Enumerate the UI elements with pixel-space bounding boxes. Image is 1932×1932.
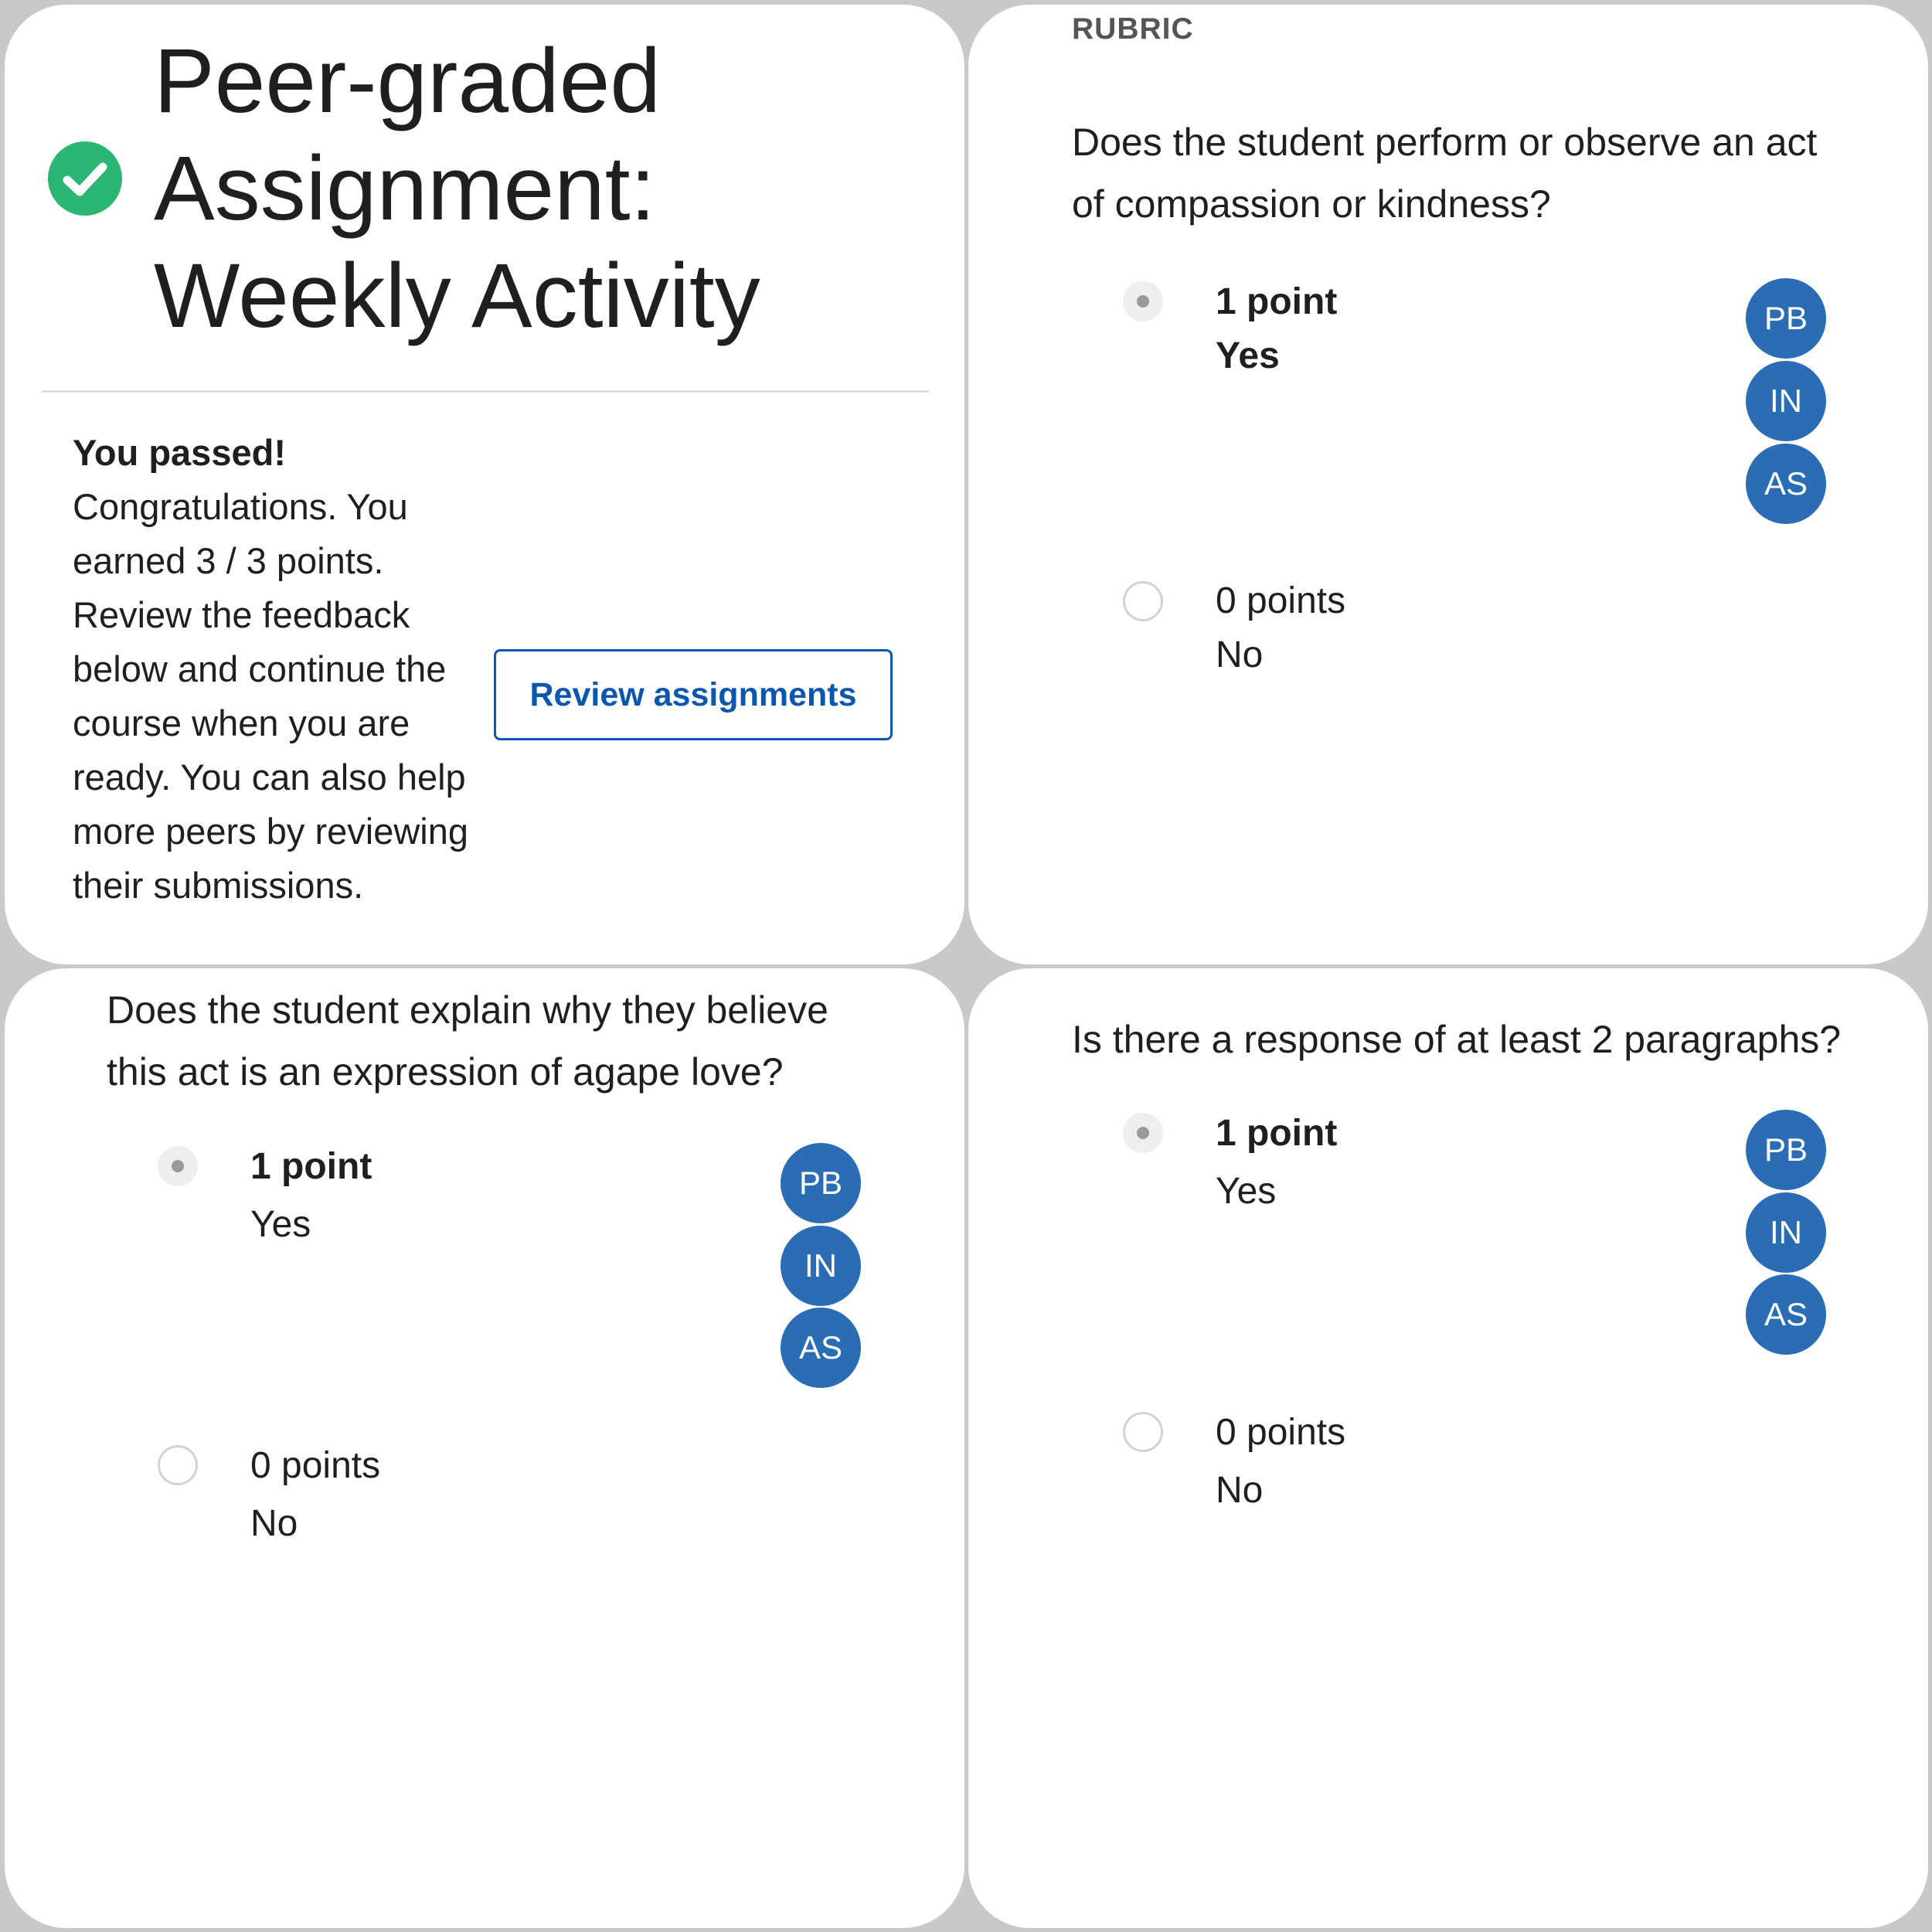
rubric-question: Is there a response of at least 2 paragraphs?	[1072, 1018, 1842, 1061]
reviewer-avatar: IN	[779, 1224, 862, 1308]
radio-0-points[interactable]	[158, 1445, 198, 1485]
option-description: No	[1216, 1470, 1264, 1511]
reviewer-avatar: AS	[1744, 1273, 1828, 1356]
reviewer-avatar: AS	[779, 1306, 862, 1389]
reviewer-avatar: PB	[1744, 277, 1828, 360]
option-points: 0 points	[1216, 580, 1346, 621]
radio-1-point[interactable]	[1123, 1113, 1163, 1153]
reviewer-avatar: PB	[1744, 1108, 1828, 1192]
rubric-question-3-panel	[968, 968, 1928, 1928]
option-points: 1 point	[1216, 1113, 1338, 1154]
radio-1-point[interactable]	[1123, 281, 1163, 321]
pass-message	[73, 426, 474, 913]
check-circle-icon	[48, 141, 122, 216]
reviewer-avatar: AS	[1744, 442, 1828, 526]
title-line: Weekly Activity	[154, 245, 760, 347]
divider	[42, 390, 929, 393]
option-points: 1 point	[1216, 281, 1338, 322]
title-line: Peer-graded	[154, 30, 661, 132]
option-points: 0 points	[1216, 1412, 1346, 1453]
page-title	[154, 28, 927, 350]
assignment-status-panel	[5, 5, 964, 964]
option-description: Yes	[250, 1204, 311, 1245]
option-points: 1 point	[250, 1146, 372, 1187]
review-assignments-button[interactable]: Review assignments	[494, 649, 893, 740]
rubric-question-2-panel	[5, 968, 964, 1928]
rubric-question: Does the student explain why they believe this act is an expression of agape love?	[107, 988, 828, 1094]
radio-1-point[interactable]	[158, 1146, 198, 1186]
rubric-label: RUBRIC	[1072, 12, 1194, 46]
reviewer-avatar: IN	[1744, 1191, 1828, 1274]
option-description: Yes	[1216, 1171, 1277, 1212]
rubric-question-1-panel	[968, 5, 1928, 964]
pass-heading: You passed!	[73, 432, 286, 473]
reviewer-avatar: IN	[1744, 359, 1828, 443]
option-description: No	[1216, 634, 1264, 675]
rubric-question: Does the student perform or observe an act of compassion or kindness?	[1072, 121, 1818, 226]
option-description: Yes	[1216, 335, 1280, 376]
option-points: 0 points	[250, 1445, 381, 1486]
title-line: Assignment:	[154, 138, 656, 240]
option-description: No	[250, 1503, 298, 1544]
radio-0-points[interactable]	[1123, 1412, 1163, 1452]
reviewer-avatar: PB	[779, 1141, 862, 1225]
pass-description: Congratulations. You earned 3 / 3 points. Review the feedback below and continue the course when you are ready. You can also help more peers by reviewing their submissions.	[73, 486, 468, 906]
radio-0-points[interactable]	[1123, 581, 1163, 621]
